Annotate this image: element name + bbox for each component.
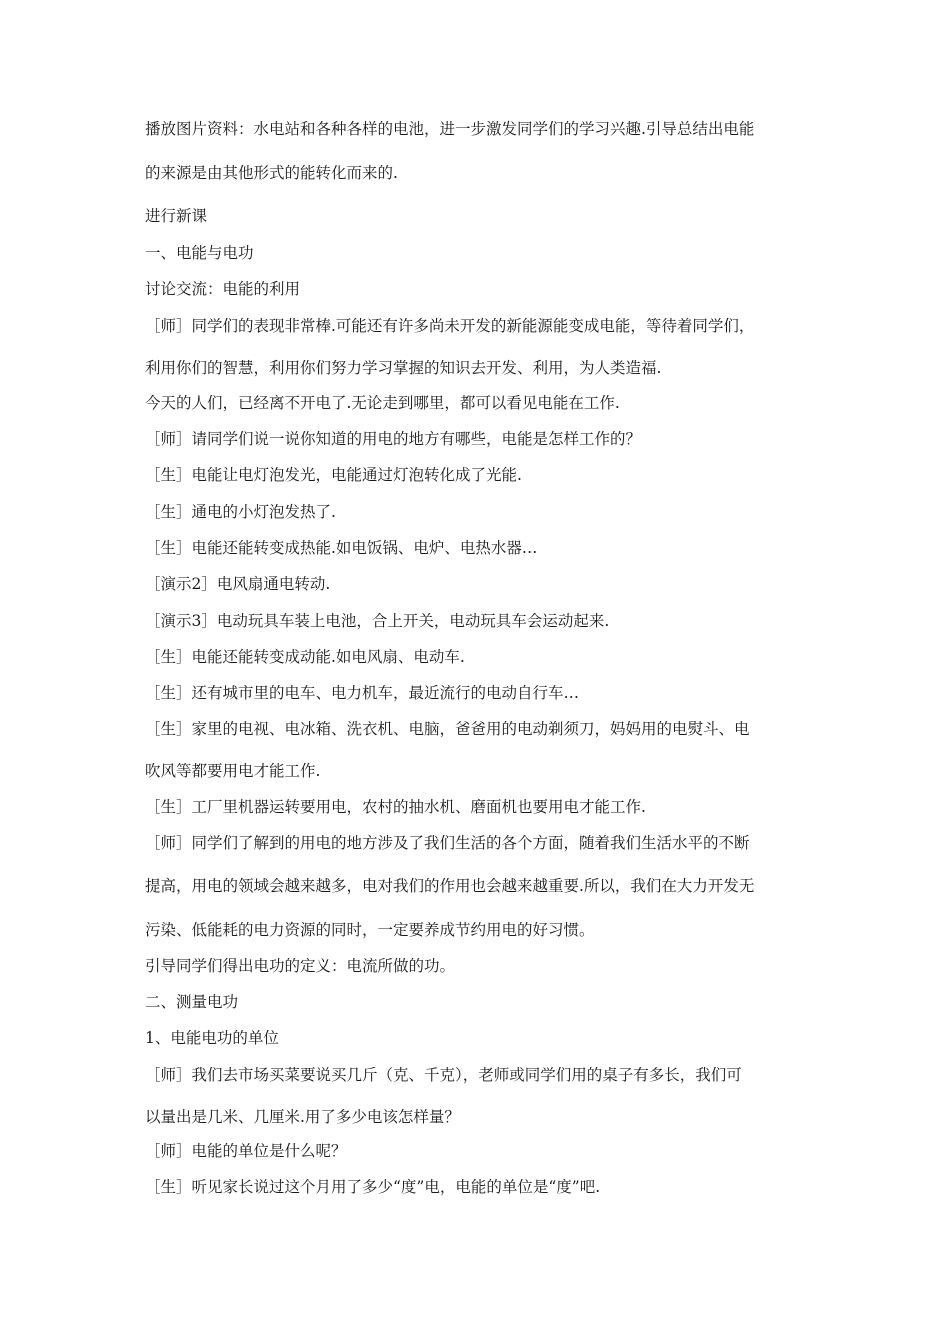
text-line: ［师］我们去市场买菜要说买几斤（克、千克），老师或同学们用的桌子有多长，我们可 bbox=[145, 1066, 742, 1084]
paragraph-student-4: ［生］电能还能转变成动能.如电风扇、电动车. bbox=[145, 648, 465, 666]
subheading-discussion: 讨论交流：电能的利用 bbox=[145, 280, 301, 298]
text-line: 以量出是几米、几厘米.用了多少电该怎样量？ bbox=[145, 1108, 460, 1126]
paragraph-demo-3: ［演示3］电动玩具车装上电池，合上开关，电动玩具车会运动起来. bbox=[145, 612, 610, 630]
paragraph-student-1: ［生］电能让电灯泡发光，电能通过灯泡转化成了光能. bbox=[145, 466, 522, 484]
paragraph-student-2: ［生］通电的小灯泡发热了. bbox=[145, 503, 336, 521]
text-line: 吹风等都要用电才能工作. bbox=[145, 762, 321, 780]
section-heading-measure-work: 二、测量电功 bbox=[145, 993, 239, 1011]
paragraph-student-8: ［生］听见家长说过这个月用了多少“度”电，电能的单位是“度”吧. bbox=[145, 1178, 601, 1196]
paragraph-teacher-5: ［师］电能的单位是什么呢？ bbox=[145, 1142, 347, 1160]
text-line: 污染、低能耗的电力资源的同时，一定要养成节约用电的好习惯。 bbox=[145, 921, 595, 939]
section-heading-new-lesson: 进行新课 bbox=[145, 207, 208, 225]
paragraph-student-5: ［生］还有城市里的电车、电力机车，最近流行的电动自行车… bbox=[145, 684, 580, 702]
paragraph-student-7: ［生］工厂里机器运转要用电，农村的抽水机、磨面机也要用电才能工作. bbox=[145, 798, 646, 816]
paragraph-student-3: ［生］电能还能转变成热能.如电饭锅、电炉、电热水器… bbox=[145, 539, 538, 557]
text-line: ［师］同学们的表现非常棒.可能还有许多尚未开发的新能源能变成电能，等待着同学们， bbox=[145, 317, 755, 335]
paragraph-definition: 引导同学们得出电功的定义：电流所做的功。 bbox=[145, 957, 456, 975]
text-line: 的来源是由其他形式的能转化而来的. bbox=[145, 164, 398, 182]
text-line: ［师］同学们了解到的用电的地方涉及了我们生活的各个方面，随着我们生活水平的不断 bbox=[145, 834, 750, 852]
section-heading-energy-and-work: 一、电能与电功 bbox=[145, 244, 254, 262]
text-line: 播放图片资料：水电站和各种各样的电池，进一步激发同学们的学习兴趣.引导总结出电能 bbox=[145, 120, 755, 138]
text-line: ［生］家里的电视、电冰箱、洗衣机、电脑，爸爸用的电动剃须刀，妈妈用的电熨斗、电 bbox=[145, 720, 750, 738]
paragraph-today: 今天的人们，已经离不开电了.无论走到哪里，都可以看见电能在工作. bbox=[145, 394, 620, 412]
paragraph-demo-2: ［演示2］电风扇通电转动. bbox=[145, 575, 331, 593]
text-line: 提高，用电的领域会越来越多，电对我们的作用也会越来越重要.所以，我们在大力开发无 bbox=[145, 877, 755, 895]
paragraph-teacher-2: ［师］请同学们说一说你知道的用电的地方有哪些，电能是怎样工作的？ bbox=[145, 430, 642, 448]
text-line: 利用你们的智慧，利用你们努力学习掌握的知识去开发、利用，为人类造福. bbox=[145, 359, 662, 377]
subheading-units: 1、电能电功的单位 bbox=[145, 1029, 279, 1047]
